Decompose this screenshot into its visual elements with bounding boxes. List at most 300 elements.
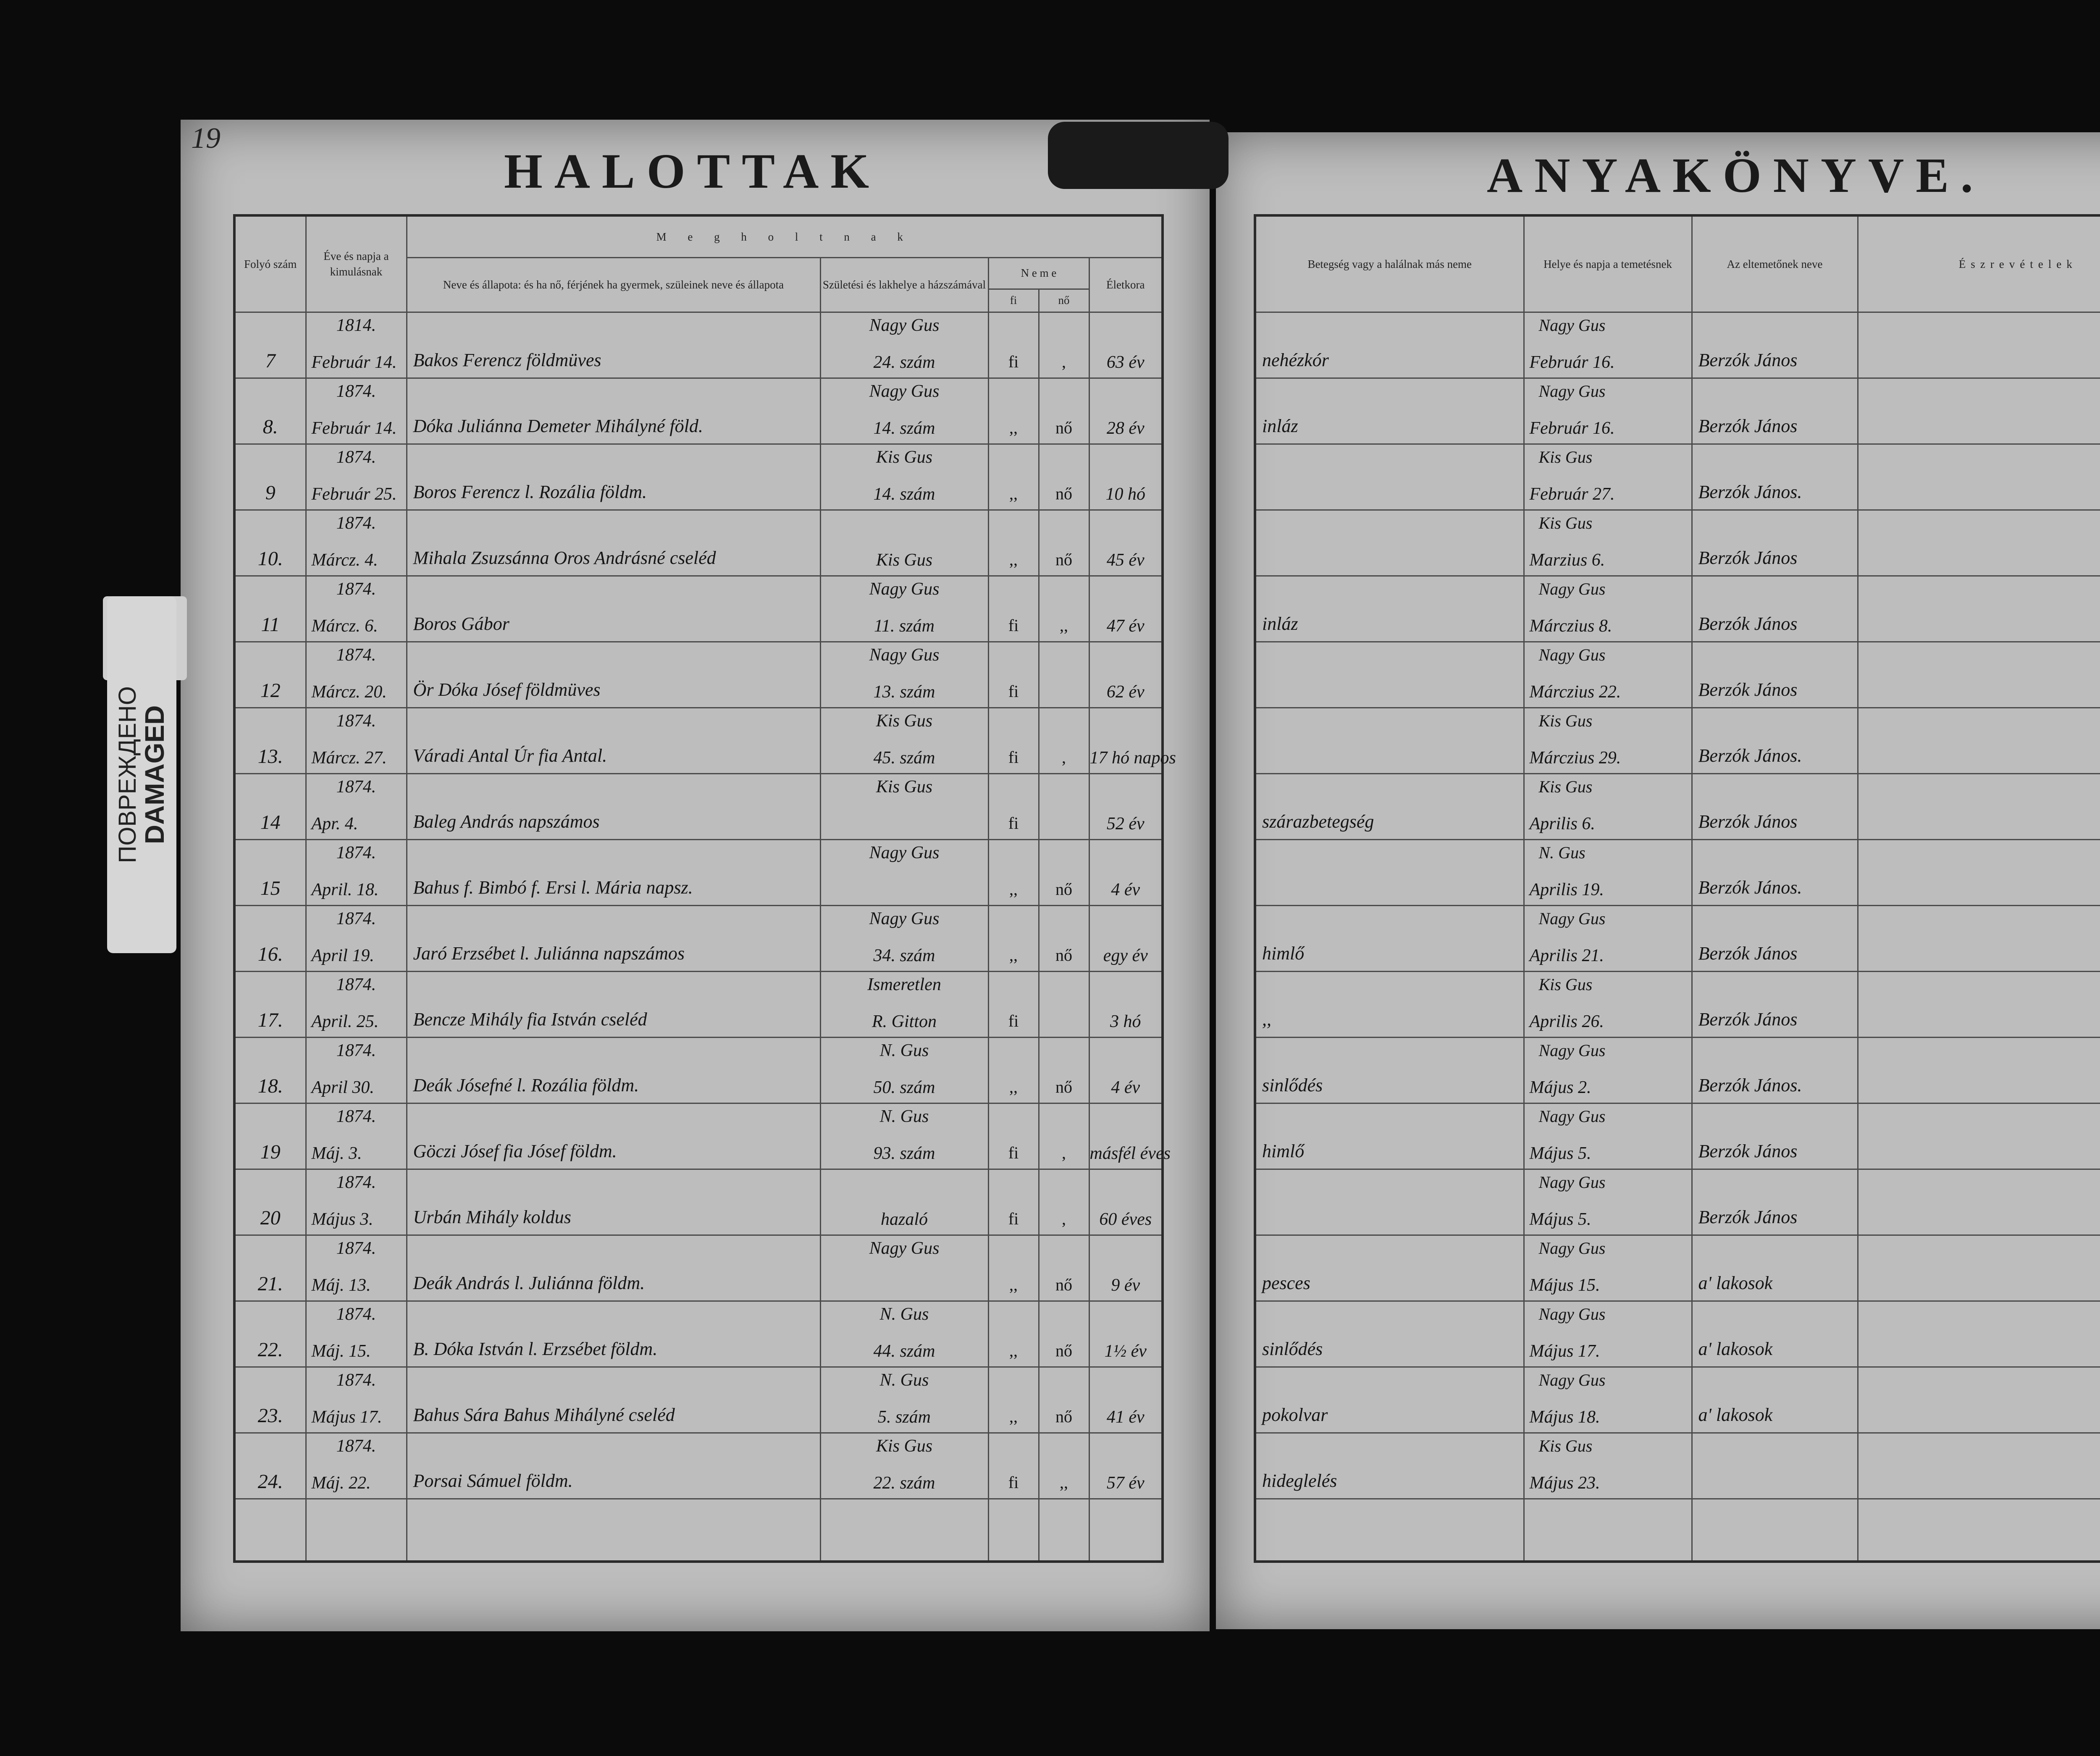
entry-birthplace-cell: [820, 510, 988, 576]
entry-cause: szárazbetegség: [1262, 811, 1374, 832]
entry-remarks-cell: [1858, 708, 2100, 773]
entry-place-top: Nagy Gus: [869, 315, 940, 335]
entry-buried-by-cell: [1692, 576, 1858, 642]
entry-burial-cell: [1524, 905, 1692, 971]
entry-age-cell: [1089, 1367, 1163, 1433]
entry-place-top: Kis Gus: [876, 711, 933, 731]
entry-number-cell: [234, 642, 306, 708]
entry-age: 10 hó: [1105, 484, 1146, 504]
entry-name: Dóka Juliánna Demeter Mihályné föld.: [413, 415, 703, 436]
entry-female: nő: [1055, 1275, 1072, 1294]
entry-cause: himlő: [1262, 943, 1305, 964]
entry-number: 22.: [257, 1338, 283, 1361]
entry-number: 13.: [257, 745, 283, 768]
entry-age-cell: [1089, 1235, 1163, 1301]
entry-male: fi: [1008, 352, 1019, 371]
entry-male: ,,: [1009, 1407, 1018, 1426]
entry-birthplace-cell: [820, 1037, 988, 1103]
entry-buried-by: Berzók János: [1698, 613, 1798, 634]
entry-age: 63 év: [1106, 352, 1144, 372]
entry-male-cell: [988, 839, 1039, 905]
entry-female: ,: [1062, 1143, 1066, 1162]
entry-date: April 19.: [311, 946, 374, 965]
entry-burial-cell: [1524, 510, 1692, 576]
entry-name-cell: [407, 1037, 820, 1103]
entry-number: 17.: [257, 1009, 283, 1031]
entry-name-cell: [407, 1235, 820, 1301]
blank-cell: [820, 1499, 988, 1562]
entry-burial-top: Nagy Gus: [1538, 1172, 1606, 1192]
entry-age-cell: [1089, 576, 1163, 642]
entry-female-cell: [1039, 312, 1089, 378]
entry-female-cell: [1039, 510, 1089, 576]
entry-date-cell: [306, 905, 407, 971]
entry-buried-by-cell: [1692, 1367, 1858, 1433]
entry-place-top: Kis Gus: [876, 777, 933, 797]
entry-burial-cell: [1524, 444, 1692, 510]
entry-birthplace-cell: [820, 1301, 988, 1367]
entry-male-cell: [988, 378, 1039, 444]
blank-cell: [234, 1499, 306, 1562]
entry-cause-cell: [1255, 1433, 1524, 1499]
entry-year: 1874.: [336, 447, 376, 467]
entry-date-cell: [306, 1433, 407, 1499]
entry-date: Február 25.: [311, 484, 397, 504]
entry-female-cell: [1039, 1103, 1089, 1169]
table-row: [1255, 312, 2100, 378]
header-szuletesi: Születési és lakhelye a házszámával: [820, 257, 988, 312]
entry-male: ,,: [1009, 1341, 1018, 1360]
entry-age-cell: [1089, 510, 1163, 576]
table-row: [234, 1103, 1163, 1169]
blank-cell: [1692, 1499, 1858, 1562]
entry-date: Május 3.: [311, 1209, 373, 1229]
entry-buried-by-cell: [1692, 1037, 1858, 1103]
entry-remarks-cell: [1858, 576, 2100, 642]
entry-remarks-cell: [1858, 312, 2100, 378]
entry-number: 24.: [257, 1470, 283, 1493]
entry-age-cell: [1089, 378, 1163, 444]
table-row: [1255, 1367, 2100, 1433]
entry-male: fi: [1008, 813, 1019, 833]
entry-number-cell: [234, 312, 306, 378]
table-row: [1255, 1169, 2100, 1235]
entry-buried-by-cell: [1692, 642, 1858, 708]
header-eltemeto: Az eltemetőnek neve: [1692, 215, 1858, 312]
entry-buried-by: a' lakosok: [1698, 1338, 1773, 1359]
entry-male: ,,: [1009, 550, 1018, 569]
entry-name: Bahus f. Bimbó f. Ersi l. Mária napsz.: [413, 877, 693, 898]
entry-buried-by: a' lakosok: [1698, 1272, 1773, 1293]
entry-age-cell: [1089, 1301, 1163, 1367]
entry-year: 1874.: [336, 579, 376, 599]
entry-burial-cell: [1524, 1433, 1692, 1499]
entry-date: April. 25.: [311, 1012, 379, 1031]
entry-burial-cell: [1524, 1301, 1692, 1367]
entry-burial-cell: [1524, 708, 1692, 773]
entry-cause-cell: [1255, 1367, 1524, 1433]
table-row: [234, 905, 1163, 971]
entry-place-bottom: hazaló: [880, 1209, 928, 1229]
entry-birthplace-cell: [820, 642, 988, 708]
entry-number-cell: [234, 576, 306, 642]
entry-name-cell: [407, 642, 820, 708]
entry-cause-cell: [1255, 839, 1524, 905]
entry-remarks-cell: [1858, 773, 2100, 839]
entry-age: 57 év: [1106, 1473, 1144, 1493]
entry-cause: inláz: [1262, 415, 1298, 436]
entry-male: fi: [1008, 747, 1019, 767]
entry-buried-by: Berzók János: [1698, 679, 1798, 700]
entry-cause: pokolvar: [1262, 1404, 1328, 1425]
entry-remarks-cell: [1858, 1037, 2100, 1103]
entry-place-bottom: 34. szám: [873, 946, 935, 965]
entry-number: 20: [260, 1206, 281, 1229]
entry-age: 41 év: [1106, 1407, 1144, 1427]
blank-row: [234, 1499, 1163, 1562]
entry-age-cell: [1089, 708, 1176, 773]
entry-age-cell: [1089, 1169, 1163, 1235]
entry-birthplace-cell: [820, 708, 988, 773]
entry-burial-date: Május 5.: [1529, 1209, 1591, 1229]
header-eve-napja: Éve és napja a kimulásnak: [306, 215, 407, 312]
entry-year: 1874.: [336, 381, 376, 401]
entry-cause-cell: [1255, 1301, 1524, 1367]
entry-birthplace-cell: [820, 1169, 988, 1235]
header-no: nő: [1039, 289, 1089, 312]
entry-cause: ,,: [1262, 1009, 1271, 1030]
entry-buried-by-cell: [1692, 1169, 1858, 1235]
entry-cause-cell: [1255, 510, 1524, 576]
entry-remarks-cell: [1858, 1103, 2100, 1169]
entry-age: 60 éves: [1099, 1209, 1152, 1229]
table-row: [234, 839, 1163, 905]
entry-age-cell: [1089, 1103, 1171, 1169]
entry-burial-top: Nagy Gus: [1538, 315, 1606, 335]
entry-date-cell: [306, 1301, 407, 1367]
table-row: [1255, 642, 2100, 708]
entry-name: Baleg András napszámos: [413, 811, 600, 832]
header-eszrevetelek: Észrevételek: [1858, 215, 2100, 312]
damaged-stamp: [107, 596, 176, 953]
entry-cause: sinlődés: [1262, 1338, 1323, 1359]
entry-burial-date: Február 16.: [1529, 418, 1615, 438]
entry-name: Deák Jósefné l. Rozália földm.: [413, 1075, 639, 1096]
entry-cause-cell: [1255, 708, 1524, 773]
entry-male-cell: [988, 1433, 1039, 1499]
entry-cause-cell: [1255, 1169, 1524, 1235]
entry-year: 1874.: [336, 1436, 376, 1456]
entry-year: 1874.: [336, 1106, 376, 1126]
book-binding: [1048, 122, 1228, 189]
entry-buried-by-cell: [1692, 839, 1858, 905]
entry-burial-top: Kis Gus: [1538, 447, 1593, 467]
entry-number-cell: [234, 1169, 306, 1235]
entry-burial-top: Nagy Gus: [1538, 1040, 1606, 1060]
entry-name-cell: [407, 576, 820, 642]
entry-name: Bencze Mihály fia István cseléd: [413, 1009, 647, 1030]
entry-date-cell: [306, 510, 407, 576]
entry-female: ,,: [1060, 1473, 1068, 1492]
table-row: [1255, 1301, 2100, 1367]
entry-year: 1874.: [336, 1304, 376, 1324]
entry-burial-top: Nagy Gus: [1538, 1370, 1606, 1389]
table-row: [234, 1433, 1163, 1499]
entry-remarks-cell: [1858, 1235, 2100, 1301]
entry-number: 12: [260, 679, 281, 702]
entry-place-top: N. Gus: [879, 1370, 929, 1390]
entry-burial-cell: [1524, 378, 1692, 444]
table-row: [1255, 576, 2100, 642]
header-helye: Helye és napja a temetésnek: [1524, 215, 1692, 312]
entry-burial-date: Aprilis 21.: [1529, 946, 1604, 965]
entry-place-bottom: Kis Gus: [876, 550, 933, 570]
entry-name-cell: [407, 1301, 820, 1367]
entry-place-bottom: 14. szám: [873, 418, 935, 438]
blank-cell: [1255, 1499, 1524, 1562]
entry-buried-by-cell: [1692, 1103, 1858, 1169]
blank-cell: [1858, 1499, 2100, 1562]
header-neve-allapota: Neve és állapota: és ha nő, férjének ha gyermek, szüleinek neve és állapota: [407, 257, 820, 312]
entry-date-cell: [306, 839, 407, 905]
entry-name-cell: [407, 971, 820, 1037]
entry-name-cell: [407, 444, 820, 510]
entry-male: ,,: [1009, 945, 1018, 964]
entry-buried-by-cell: [1692, 971, 1858, 1037]
entry-cause-cell: [1255, 312, 1524, 378]
entry-name: Ör Dóka Jósef földmüves: [413, 679, 601, 700]
entry-male: fi: [1008, 1473, 1019, 1492]
entry-place-top: Kis Gus: [876, 447, 933, 467]
table-row: [1255, 1433, 2100, 1499]
entry-name-cell: [407, 905, 820, 971]
entry-burial-date: Aprilis 19.: [1529, 880, 1604, 899]
entry-burial-top: Nagy Gus: [1538, 909, 1606, 928]
entry-place-top: Nagy Gus: [869, 579, 940, 599]
entry-burial-top: Nagy Gus: [1538, 645, 1606, 664]
entry-age-cell: [1089, 642, 1163, 708]
entry-number: 10.: [257, 547, 283, 570]
entry-cause-cell: [1255, 576, 1524, 642]
entry-year: 1874.: [336, 1040, 376, 1060]
entry-male-cell: [988, 444, 1039, 510]
entry-place-top: Nagy Gus: [869, 645, 940, 665]
entry-buried-by-cell: [1692, 1235, 1858, 1301]
entry-burial-date: Marzius 6.: [1529, 550, 1605, 570]
entry-female-cell: [1039, 971, 1089, 1037]
entry-cause-cell: [1255, 1103, 1524, 1169]
entry-date-cell: [306, 773, 407, 839]
entry-buried-by: Berzók János: [1698, 547, 1798, 568]
table-row: [1255, 773, 2100, 839]
table-row: [1255, 1235, 2100, 1301]
entry-number: 19: [260, 1140, 281, 1163]
entry-male: fi: [1008, 1143, 1019, 1162]
entry-female-cell: [1039, 839, 1089, 905]
entry-date-cell: [306, 971, 407, 1037]
entry-age: 9 év: [1111, 1275, 1140, 1295]
entry-burial-date: Márczius 8.: [1529, 616, 1612, 636]
entry-cause: inláz: [1262, 613, 1298, 634]
entry-place-top: Nagy Gus: [869, 909, 940, 928]
left-page-number: 19: [191, 122, 220, 155]
table-row: [1255, 1103, 2100, 1169]
entry-place-top: N. Gus: [879, 1106, 929, 1126]
entry-burial-top: Nagy Gus: [1538, 1304, 1606, 1324]
entry-age: 52 év: [1106, 814, 1144, 833]
table-row: [234, 312, 1163, 378]
stamp-line-ru: ПОВРЕЖДЕНО: [113, 686, 141, 863]
entry-remarks-cell: [1858, 378, 2100, 444]
entry-female: nő: [1055, 1341, 1072, 1360]
entry-birthplace-cell: [820, 1367, 988, 1433]
entry-date: Márcz. 20.: [311, 682, 387, 702]
table-row: [234, 1367, 1163, 1433]
header-eletkora: Életkora: [1089, 257, 1163, 312]
entry-age: 28 év: [1106, 418, 1144, 438]
entry-buried-by: Berzók János: [1698, 811, 1798, 832]
entry-male-cell: [988, 1037, 1039, 1103]
header-meghaltnak: M e g h o l t n a k: [407, 215, 1163, 257]
entry-buried-by-cell: [1692, 378, 1858, 444]
entry-number-cell: [234, 378, 306, 444]
header-folyo-szam: Folyó szám: [234, 215, 306, 312]
entry-date: Márcz. 27.: [311, 748, 387, 768]
entry-burial-date: Aprilis 26.: [1529, 1012, 1604, 1031]
blank-cell: [407, 1499, 820, 1562]
table-row: [234, 971, 1163, 1037]
entry-age: 47 év: [1106, 616, 1144, 636]
entry-burial-date: Február 16.: [1529, 352, 1615, 372]
entry-burial-top: Nagy Gus: [1538, 381, 1606, 401]
entry-year: 1874.: [336, 1238, 376, 1258]
entry-burial-top: Kis Gus: [1538, 711, 1593, 730]
entry-female: nő: [1055, 1407, 1072, 1426]
entry-place-bottom: 13. szám: [873, 682, 935, 702]
entry-female: ,,: [1060, 616, 1068, 635]
entry-cause-cell: [1255, 642, 1524, 708]
entry-burial-cell: [1524, 1169, 1692, 1235]
right-register-table: [1254, 214, 2100, 1563]
entry-female: nő: [1055, 1077, 1072, 1096]
entry-burial-top: Kis Gus: [1538, 975, 1593, 994]
entry-remarks-cell: [1858, 1169, 2100, 1235]
entry-buried-by: Berzók János: [1698, 1009, 1798, 1030]
entry-name: B. Dóka István l. Erzsébet földm.: [413, 1338, 658, 1359]
blank-cell: [988, 1499, 1039, 1562]
entry-burial-date: Május 2.: [1529, 1077, 1591, 1097]
entry-birthplace-cell: [820, 1103, 988, 1169]
entry-date: Február 14.: [311, 418, 397, 438]
entry-male: ,,: [1009, 418, 1018, 437]
entry-male-cell: [988, 510, 1039, 576]
entry-burial-date: Február 27.: [1529, 484, 1615, 504]
entry-name: Váradi Antal Úr fia Antal.: [413, 745, 607, 766]
entry-female-cell: [1039, 378, 1089, 444]
entry-remarks-cell: [1858, 444, 2100, 510]
table-row: [234, 378, 1163, 444]
entry-female-cell: [1039, 576, 1089, 642]
entry-buried-by-cell: [1692, 510, 1858, 576]
table-row: [234, 1169, 1163, 1235]
entry-cause-cell: [1255, 378, 1524, 444]
entry-age: egy év: [1103, 946, 1148, 965]
entry-date: Márcz. 6.: [311, 616, 378, 636]
entry-female-cell: [1039, 1433, 1089, 1499]
entry-buried-by: Berzók János.: [1698, 877, 1802, 898]
entry-buried-by-cell: [1692, 773, 1858, 839]
entry-date-cell: [306, 444, 407, 510]
entry-cause: hideglelés: [1262, 1470, 1337, 1491]
entry-burial-top: Nagy Gus: [1538, 1106, 1606, 1126]
entry-buried-by: a' lakosok: [1698, 1404, 1773, 1425]
entry-name-cell: [407, 1367, 820, 1433]
entry-female-cell: [1039, 773, 1089, 839]
table-row: [234, 1037, 1163, 1103]
entry-name-cell: [407, 378, 820, 444]
entry-number: 14: [260, 811, 281, 833]
entry-buried-by: Berzók János: [1698, 349, 1798, 370]
entry-name: Mihala Zsuzsánna Oros Andrásné cseléd: [413, 547, 716, 568]
entry-remarks-cell: [1858, 1301, 2100, 1367]
entry-date-cell: [306, 312, 407, 378]
entry-age-cell: [1089, 839, 1163, 905]
entry-name: Bakos Ferencz földmüves: [413, 349, 601, 370]
entry-name: Göczi Jósef fia Jósef földm.: [413, 1140, 617, 1161]
entry-female: ,: [1062, 747, 1066, 767]
entry-name-cell: [407, 1169, 820, 1235]
entry-birthplace-cell: [820, 576, 988, 642]
entry-name: Bahus Sára Bahus Mihályné cseléd: [413, 1404, 675, 1425]
entry-birthplace-cell: [820, 971, 988, 1037]
entry-remarks-cell: [1858, 971, 2100, 1037]
entry-male-cell: [988, 312, 1039, 378]
entry-cause: himlő: [1262, 1140, 1305, 1161]
header-ferfi: fi: [988, 289, 1039, 312]
right-page-title: ANYAKÖNYVE.: [1487, 148, 1985, 203]
entry-date-cell: [306, 708, 407, 773]
entry-age: másfél éves: [1089, 1143, 1171, 1163]
entry-burial-date: Márczius 29.: [1529, 748, 1621, 768]
entry-burial-date: Május 5.: [1529, 1143, 1591, 1163]
entry-date: Május 17.: [311, 1407, 382, 1427]
entry-place-bottom: 22. szám: [873, 1473, 935, 1493]
entry-burial-date: Május 15.: [1529, 1275, 1600, 1295]
entry-male-cell: [988, 1367, 1039, 1433]
entry-female-cell: [1039, 1037, 1089, 1103]
table-row: [234, 444, 1163, 510]
entry-age: 4 év: [1111, 1077, 1140, 1097]
entry-date: April. 18.: [311, 880, 379, 899]
entry-year: 1874.: [336, 843, 376, 862]
entry-place-top: Nagy Gus: [869, 843, 940, 862]
entry-remarks-cell: [1858, 510, 2100, 576]
entry-number-cell: [234, 1235, 306, 1301]
stamp-line-en: DAMAGED: [139, 705, 170, 844]
entry-name-cell: [407, 1103, 820, 1169]
entry-number-cell: [234, 510, 306, 576]
entry-male-cell: [988, 1235, 1039, 1301]
entry-birthplace-cell: [820, 378, 988, 444]
entry-number-cell: [234, 905, 306, 971]
entry-birthplace-cell: [820, 1235, 988, 1301]
entry-female-cell: [1039, 642, 1089, 708]
entry-year: 1874.: [336, 1370, 376, 1390]
entry-male-cell: [988, 773, 1039, 839]
entry-number: 15: [260, 877, 281, 899]
entry-date-cell: [306, 576, 407, 642]
entry-date-cell: [306, 1169, 407, 1235]
